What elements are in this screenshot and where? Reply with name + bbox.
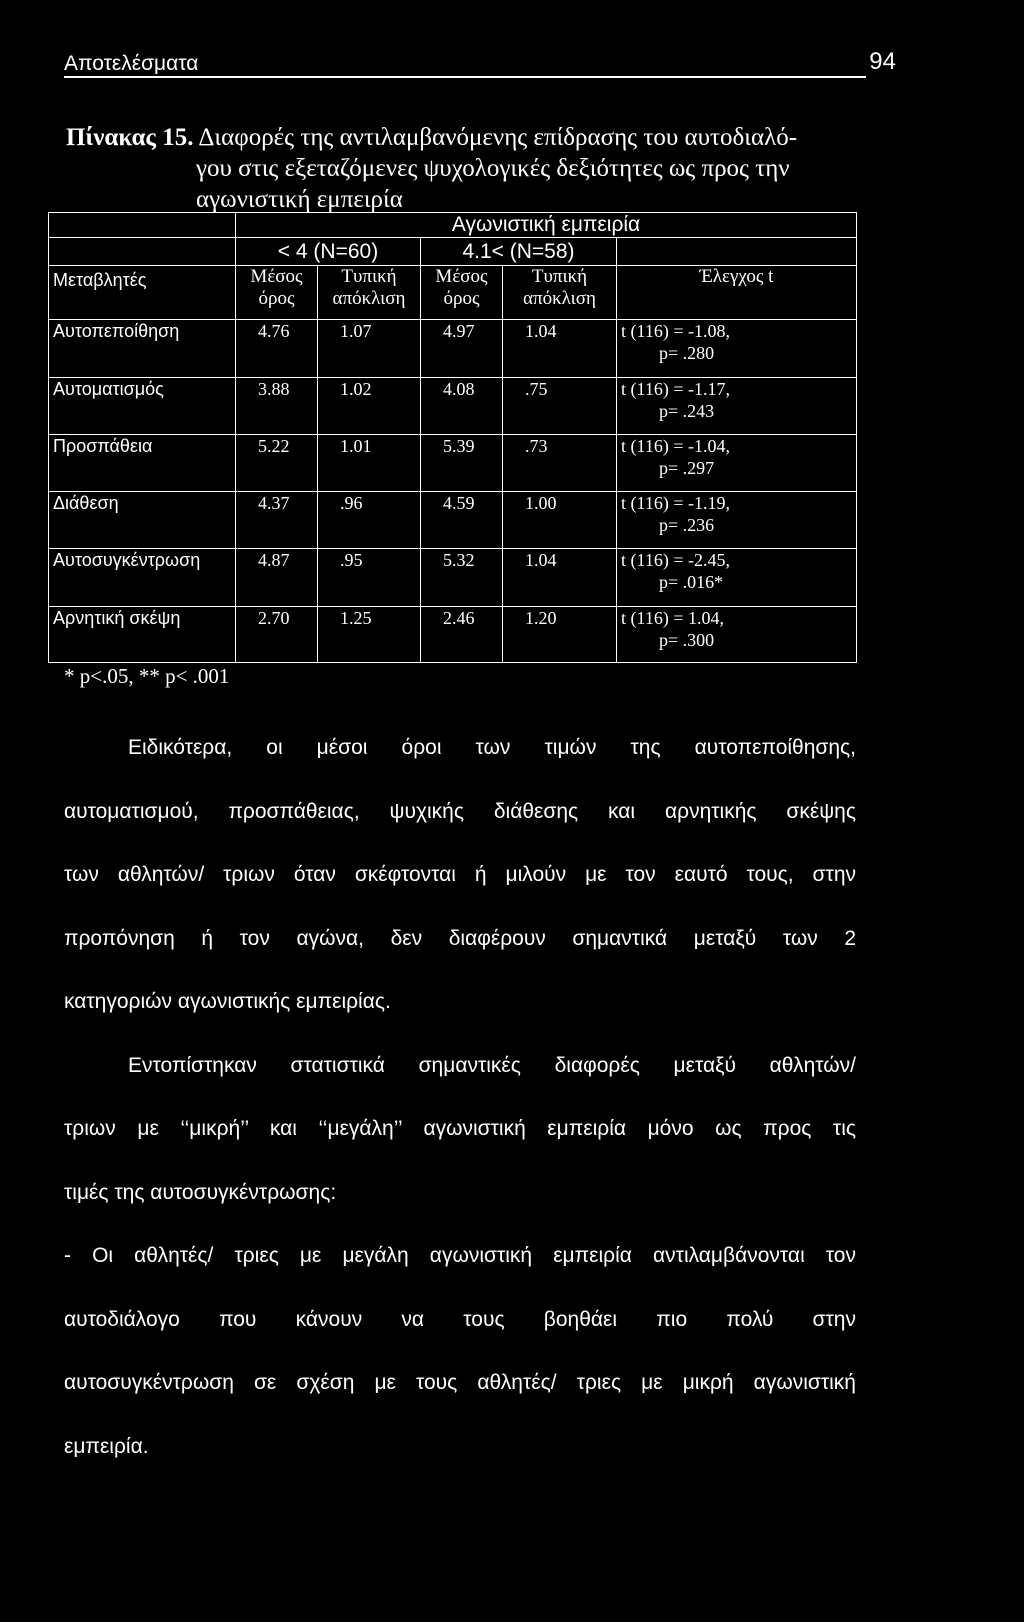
mean-value: 5.39 (421, 434, 503, 491)
mean-value: 5.32 (421, 549, 503, 606)
caption-line: αγωνιστική εμπειρία (196, 186, 403, 213)
mean-header: Μέσος όρος (236, 266, 318, 320)
table-row (49, 320, 857, 377)
caption-line: γου στις εξεταζόμενες ψυχολογικές δεξιότητες ως προς την (196, 155, 790, 182)
sd-value: .73 (503, 434, 617, 491)
body-text (64, 716, 856, 1478)
paragraph: - Οι αθλητές/ τριες με μεγάλη αγωνιστική εμπειρία αντιλαμβάνονται τον αυτοδιάλογο που κάνουν να τους βοηθάει πιο πολύ στην αυτοσυγκέντρωση σε σχέση με τους αθλητές/ τριες με μικρή αγωνιστική εμπειρία. (64, 1244, 856, 1458)
empty-cell (49, 213, 236, 238)
ttest-value: t (116) = -1.17, p= .243 (617, 377, 857, 434)
sd-header: Τυπική απόκλιση (503, 266, 617, 320)
empty-cell (617, 238, 857, 266)
table-footnote: * p<.05, ** p< .001 (64, 664, 230, 688)
table-row (49, 606, 857, 662)
sd-value: 1.25 (318, 606, 421, 662)
caption-line: Διαφορές της αντιλαμβανόμενης επίδρασης του αυτοδιαλό- (198, 124, 798, 151)
mean-value: 4.08 (421, 377, 503, 434)
variable-name: Αυτοπεποίθηση (49, 320, 236, 377)
table-row (49, 377, 857, 434)
mean-value: 3.88 (236, 377, 318, 434)
ttest-value: t (116) = -2.45, p= .016* (617, 549, 857, 606)
sd-value: 1.04 (503, 320, 617, 377)
mean-value: 4.59 (421, 492, 503, 549)
section-title: Αποτελέσματα (64, 52, 199, 75)
sd-value: 1.00 (503, 492, 617, 549)
sd-value: 1.07 (318, 320, 421, 377)
paragraph: Εντοπίστηκαν στατιστικά σημαντικές διαφορές μεταξύ αθλητών/ τριων με ‘‘μικρή’’ και ‘‘μεγάλη’’ αγωνιστική εμπειρία μόνο ως προς τις τιμές της αυτοσυγκέντρωσης: (64, 1053, 856, 1204)
group-header: Αγωνιστική εμπειρία (236, 213, 857, 238)
empty-cell (49, 238, 236, 266)
mean-value: 5.22 (236, 434, 318, 491)
results-table (48, 212, 857, 663)
mean-value: 4.97 (421, 320, 503, 377)
sd-value: .75 (503, 377, 617, 434)
ttest-value: t (116) = -1.04, p= .297 (617, 434, 857, 491)
mean-value: 2.46 (421, 606, 503, 662)
table-row (49, 549, 857, 606)
sd-value: 1.01 (318, 434, 421, 491)
table-header-row (49, 266, 857, 320)
group1-header: < 4 (Ν=60) (236, 238, 421, 266)
table-header-row (49, 238, 857, 266)
ttest-value: t (116) = 1.04, p= .300 (617, 606, 857, 662)
variable-name: Αρνητική σκέψη (49, 606, 236, 662)
sd-value: 1.04 (503, 549, 617, 606)
mean-value: 2.70 (236, 606, 318, 662)
variable-name: Αυτοσυγκέντρωση (49, 549, 236, 606)
mean-value: 4.37 (236, 492, 318, 549)
table-row (49, 492, 857, 549)
table-row (49, 434, 857, 491)
mean-value: 4.87 (236, 549, 318, 606)
mean-header: Μέσος όρος (421, 266, 503, 320)
caption-label: Πίνακας 15. (66, 124, 194, 151)
sd-header: Τυπική απόκλιση (318, 266, 421, 320)
group2-header: 4.1< (Ν=58) (421, 238, 617, 266)
running-head (64, 48, 896, 78)
variables-header: Μεταβλητές (49, 266, 236, 320)
variable-name: Διάθεση (49, 492, 236, 549)
page-number: 94 (869, 48, 896, 75)
variable-name: Προσπάθεια (49, 434, 236, 491)
variable-name: Αυτοματισμός (49, 377, 236, 434)
sd-value: 1.20 (503, 606, 617, 662)
ttest-header: Έλεγχος t (617, 266, 857, 320)
mean-value: 4.76 (236, 320, 318, 377)
sd-value: .96 (318, 492, 421, 549)
ttest-value: t (116) = -1.08, p= .280 (617, 320, 857, 377)
paragraph: Ειδικότερα, οι μέσοι όροι των τιμών της αυτοπεποίθησης, αυτοματισμού, προσπάθειας, ψυχικής διάθεσης και αρνητικής σκέψης των αθλητών/ τριων όταν σκέφτονται ή μιλούν με τον εαυτό τους, στην προπόνηση ή τον αγώνα, δεν διαφέρουν σημαντικά μεταξύ των 2 κατηγοριών αγωνιστικής εμπειρίας. (64, 736, 856, 1013)
sd-value: .95 (318, 549, 421, 606)
sd-value: 1.02 (318, 377, 421, 434)
table-caption (66, 122, 866, 215)
table-header-row (49, 213, 857, 238)
ttest-value: t (116) = -1.19, p= .236 (617, 492, 857, 549)
